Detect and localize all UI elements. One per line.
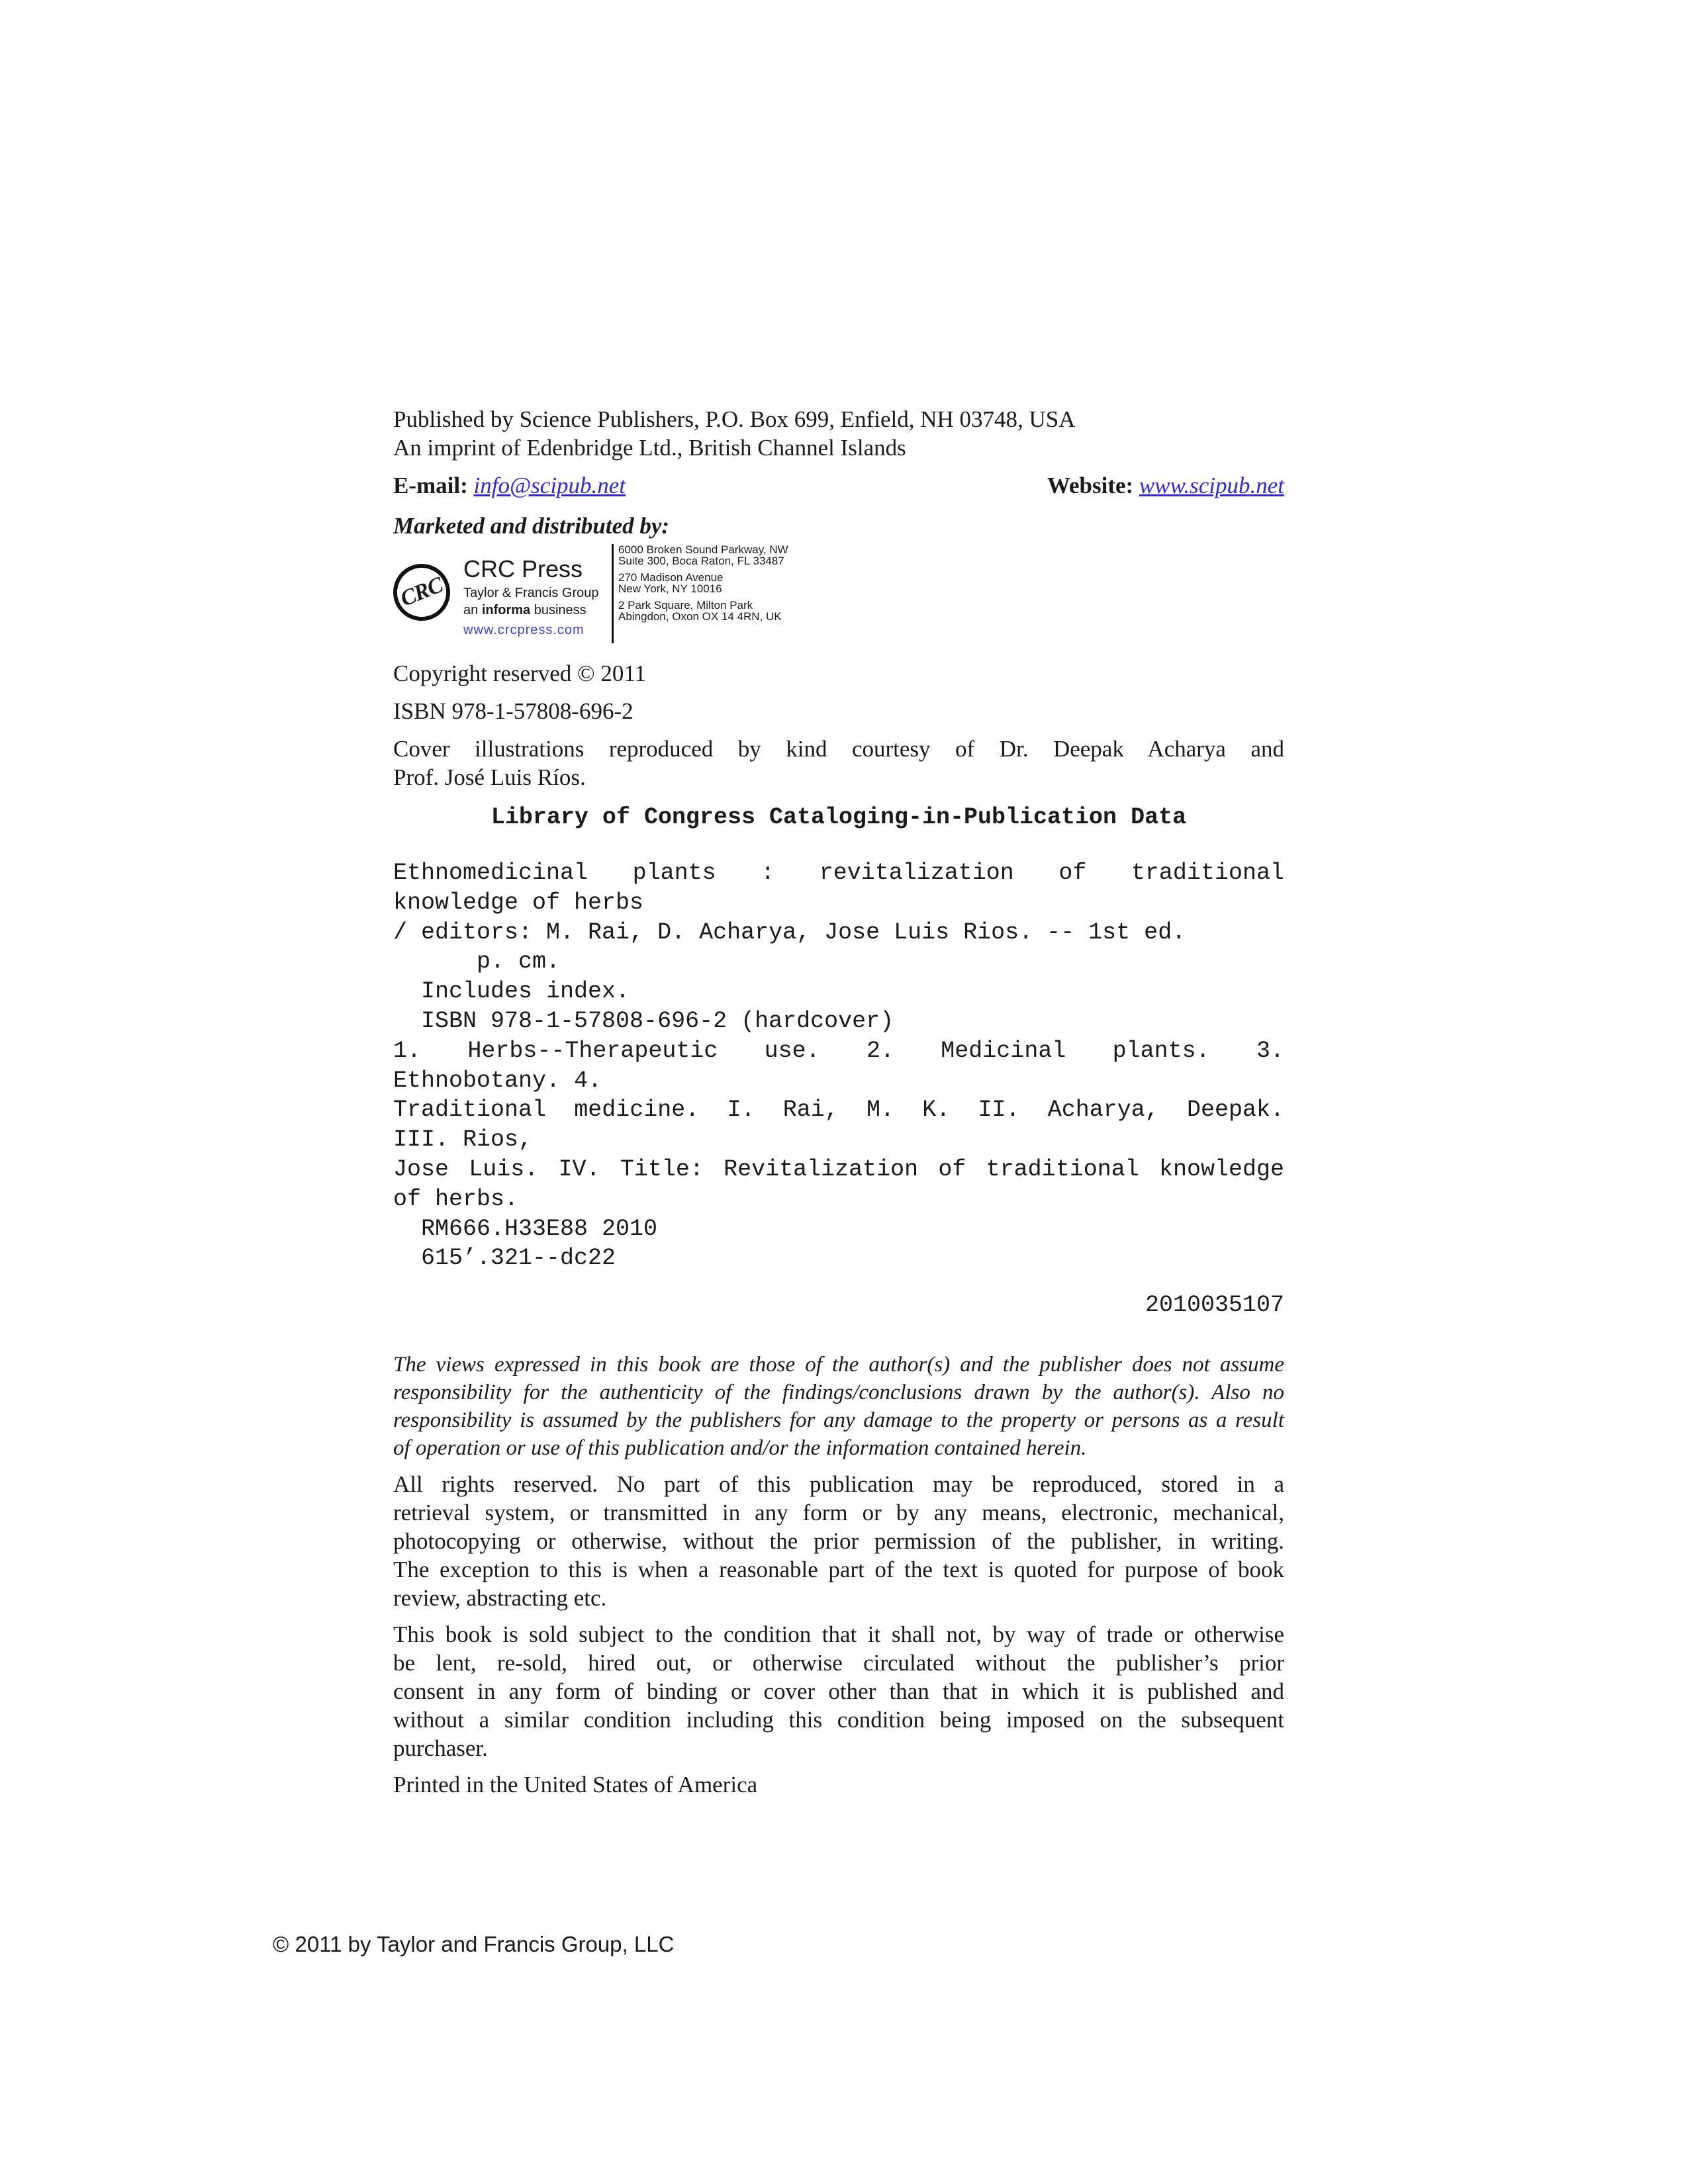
cip-word: revitalization <box>819 860 1014 886</box>
website-block <box>1047 471 1284 500</box>
cip-word: plants <box>632 860 716 886</box>
cip-word: plants. <box>1112 1037 1210 1064</box>
cip-word: Revitalization <box>724 1156 919 1183</box>
cover-credit-line: Cover illustrations reproduced by kind courtesy of Dr. Deepak Acharya and <box>393 736 1284 762</box>
cip-line: ISBN 978-1-57808-696-2 (hardcover) <box>393 1007 894 1034</box>
cip-word: of <box>1058 860 1087 886</box>
cip-line: RM666.H33E88 2010 <box>393 1215 658 1242</box>
cip-word: Acharya, <box>1047 1097 1159 1124</box>
cip-word: 1. <box>393 1037 422 1064</box>
crc-address-line: 6000 Broken Sound Parkway, NW <box>618 543 788 556</box>
crc-business-prefix: an <box>463 603 479 617</box>
cip-record <box>393 858 1284 1320</box>
cip-title: Library of Congress Cataloging-in-Publication Data <box>491 804 1187 831</box>
cip-word: medicine. <box>574 1097 700 1124</box>
website-link[interactable]: www.scipub.net <box>1139 473 1284 498</box>
sold-line: purchaser. <box>393 1735 488 1761</box>
rights-line: All rights reserved. No part of this publication may be reproduced, stored in a <box>393 1471 1284 1497</box>
cip-word: 3. <box>1256 1037 1284 1064</box>
lccn-number: 2010035107 <box>1145 1292 1284 1319</box>
rights-line: The exception to this is when a reasonable part of the text is quoted for purpose of book <box>393 1556 1284 1582</box>
isbn: ISBN 978-1-57808-696-2 <box>393 698 633 724</box>
rights-paragraph <box>393 1470 1284 1612</box>
cip-line: of herbs. <box>393 1185 519 1212</box>
disclaimer-line: responsibility is assumed by the publishers for any damage to the property or persons as a result <box>393 1408 1284 1432</box>
crc-address <box>618 572 788 594</box>
cip-word: of <box>938 1156 966 1183</box>
cip-word: IV. <box>558 1156 600 1183</box>
crc-address <box>618 600 788 622</box>
crc-address-line: 270 Madison Avenue <box>618 571 724 584</box>
cip-line <box>393 1155 1284 1185</box>
rights-line: retrieval system, or transmitted in any form or by any means, electronic, mechanical, <box>393 1499 1284 1525</box>
crc-divider <box>612 544 614 643</box>
cip-line: 615’.321--dc22 <box>393 1245 616 1272</box>
copyright-page <box>393 405 1284 1799</box>
sold-line: consent in any form of binding or cover other than that in which it is published and <box>393 1678 1284 1704</box>
cip-word: traditional <box>1131 860 1284 886</box>
cip-word: Jose <box>393 1156 449 1183</box>
publisher-imprint: An imprint of Edenbridge Ltd., British Channel Islands <box>393 435 906 461</box>
cip-line <box>393 1095 1284 1125</box>
cip-word: Herbs--Therapeutic <box>467 1037 718 1064</box>
crc-business <box>463 602 586 618</box>
cip-line: knowledge of herbs <box>393 889 644 916</box>
cip-word: Medicinal <box>941 1037 1066 1064</box>
crc-address <box>618 544 788 567</box>
disclaimer-line: The views expressed in this book are those of the author(s) and the publisher does not assume <box>393 1352 1284 1377</box>
cip-word: : <box>761 860 775 886</box>
cip-word: traditional <box>986 1156 1139 1183</box>
website-label: Website: <box>1047 473 1134 498</box>
printed-notice: Printed in the United States of America <box>393 1771 758 1797</box>
cip-word: K. <box>922 1097 951 1124</box>
cip-word: use. <box>764 1037 820 1064</box>
cip-word: II. <box>978 1097 1020 1124</box>
crc-address-line: New York, NY 10016 <box>618 582 722 595</box>
cip-word: Deepak. <box>1186 1097 1284 1124</box>
crc-website[interactable]: www.crcpress.com <box>463 623 585 637</box>
cip-word: Luis. <box>469 1156 539 1183</box>
cip-line: III. Rios, <box>393 1126 533 1154</box>
crc-address-line: Abingdon, Oxon OX 14 4RN, UK <box>618 610 782 623</box>
email-block <box>393 471 626 500</box>
footer-copyright: © 2011 by Taylor and Francis Group, LLC <box>273 1932 675 1956</box>
email-link[interactable]: info@scipub.net <box>473 473 626 498</box>
marketed-label: Marketed and distributed by: <box>393 513 670 539</box>
crc-name: CRC Press <box>463 555 583 582</box>
cip-word: Ethnomedicinal <box>393 860 588 886</box>
email-label: E-mail: <box>393 473 468 498</box>
cip-word: M. <box>866 1097 894 1124</box>
cip-word: knowledge <box>1158 1156 1284 1183</box>
cip-word: Rai, <box>782 1097 839 1124</box>
disclaimer-line: responsibility for the authenticity of the findings/conclusions drawn by the author(s). Also no <box>393 1380 1284 1404</box>
cip-line: / editors: M. Rai, D. Acharya, Jose Luis Rios. -- 1st ed. <box>393 919 1186 946</box>
cip-word: Traditional <box>393 1097 547 1124</box>
cip-line: Ethnobotany. 4. <box>393 1067 602 1094</box>
sold-line: This book is sold subject to the condition that it shall not, by way of trade or otherwise <box>393 1621 1284 1647</box>
cip-word: 2. <box>866 1037 894 1064</box>
crc-logo-icon: CRC <box>385 555 459 629</box>
contact-row <box>393 471 1284 500</box>
cip-line: Includes index. <box>393 978 630 1005</box>
sold-line: be lent, re-sold, hired out, or otherwise circulated without the publisher’s prior <box>393 1649 1284 1676</box>
crc-business-bold: informa <box>481 603 531 617</box>
rights-line: photocopying or otherwise, without the prior permission of the publisher, in writing. <box>393 1527 1284 1554</box>
cip-line: p. cm. <box>393 948 561 976</box>
disclaimer <box>393 1351 1284 1462</box>
copyright-notice: Copyright reserved © 2011 <box>393 660 647 686</box>
crc-group: Taylor & Francis Group <box>463 586 599 600</box>
sold-line: without a similar condition including this condition being imposed on the subsequent <box>393 1706 1284 1733</box>
sold-paragraph <box>393 1620 1284 1762</box>
cover-credit-line: Prof. José Luis Ríos. <box>393 764 586 790</box>
crc-address-line: 2 Park Square, Milton Park <box>618 599 753 612</box>
cip-line <box>393 858 1284 888</box>
crc-address-line: Suite 300, Boca Raton, FL 33487 <box>618 555 784 567</box>
cip-line <box>393 1036 1284 1066</box>
crc-business-suffix: business <box>534 603 586 617</box>
cip-word: Title: <box>620 1156 704 1183</box>
crc-press-block <box>393 544 1284 643</box>
cip-word: I. <box>727 1097 755 1124</box>
publisher-address: Published by Science Publishers, P.O. Box 699, Enfield, NH 03748, USA <box>393 406 1076 432</box>
rights-line: review, abstracting etc. <box>393 1584 607 1611</box>
cover-credit <box>393 735 1284 792</box>
crc-addresses <box>618 544 788 627</box>
disclaimer-line: of operation or use of this publication and/or the information contained herein. <box>393 1435 1087 1460</box>
